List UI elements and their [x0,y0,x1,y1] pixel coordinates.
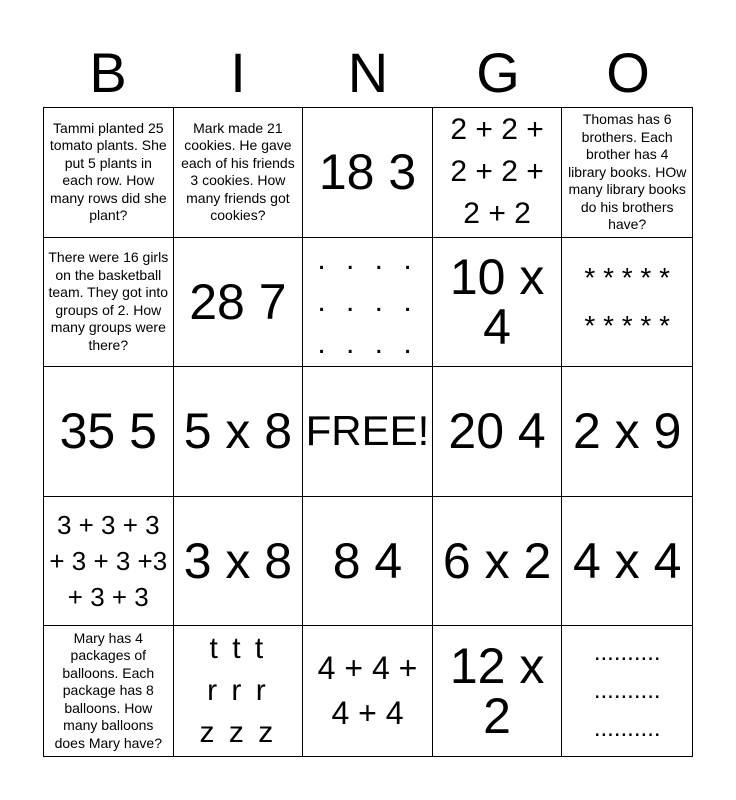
header-letter-o: O [606,41,650,104]
bingo-cell[interactable]: 6 x 2 [433,497,563,627]
header-letter-g: G [476,41,520,104]
bingo-cell[interactable]: * * * * * * * * * * [562,238,692,368]
bingo-cell[interactable]: 35 5 [44,367,174,497]
header-letter-n: N [347,41,389,104]
free-space: FREE! [303,367,433,497]
bingo-cell[interactable]: 10 x 4 [433,238,563,368]
bingo-cell[interactable]: There were 16 girls on the basketball team. They got into groups of 2. How many groups were there? [44,238,174,368]
bingo-cell[interactable]: 4 + 4 + 4 + 4 [303,626,433,756]
bingo-cell[interactable]: .......... .......... .......... [593,638,661,743]
bingo-cell[interactable]: 8 4 [303,497,433,627]
header-letter-b: B [89,41,127,104]
bingo-cell[interactable]: 4 x 4 [562,497,692,627]
bingo-cell[interactable]: 28 7 [174,238,304,368]
bingo-cell[interactable]: 20 4 [433,367,563,497]
bingo-cell[interactable]: 18 3 [303,108,433,238]
bingo-cell[interactable]: t t t r r r z z z [174,626,304,756]
bingo-cell[interactable]: 5 x 8 [174,367,304,497]
bingo-cell[interactable]: 2 x 9 [562,367,692,497]
bingo-cell[interactable]: 12 x 2 [433,626,563,756]
bingo-cell[interactable]: Mary has 4 packages of balloons. Each package has 8 balloons. How many balloons does Mary have? [44,626,174,756]
bingo-cell[interactable]: 2 + 2 + 2 + 2 + 2 + 2 [433,108,563,238]
bingo-cell[interactable]: Mark made 21 cookies. He gave each of his friends 3 cookies. How many friends got cookies? [174,108,304,238]
bingo-cell[interactable]: 3 + 3 + 3 + 3 + 3 +3 + 3 + 3 [44,497,174,627]
header-letter-i: I [230,41,246,104]
bingo-cell[interactable]: Thomas has 6 brothers. Each brother has 4 library books. HOw many library books do his brothers have? [562,108,692,238]
bingo-cell[interactable]: 3 x 8 [174,497,304,627]
bingo-card-grid [43,107,693,757]
bingo-cell[interactable]: Tammi planted 25 tomato plants. She put 5 plants in each row. How many rows did she plant? [44,108,174,238]
bingo-cell[interactable]: . . . . . . . . . . . . [303,238,433,368]
bingo-header [43,40,693,106]
